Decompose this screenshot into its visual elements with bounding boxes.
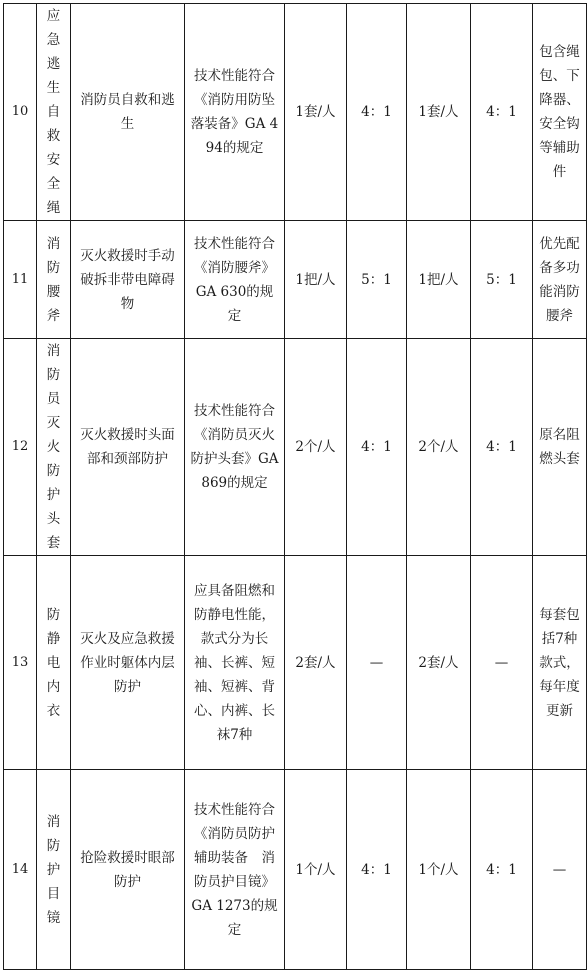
- technical-requirement: 技术性能符合《消防用防坠落装备》GA 494的规定: [185, 4, 285, 221]
- reserve-ratio-primary: 4：1: [347, 4, 407, 221]
- reserve-ratio-secondary: —: [471, 556, 533, 770]
- remark: 优先配备多功能消防腰斧: [533, 221, 587, 339]
- row-number: 13: [4, 556, 37, 770]
- row-number: 14: [4, 770, 37, 970]
- technical-requirement: 技术性能符合《消防员防护辅助装备 消防员护目镜》GA 1273的规定: [185, 770, 285, 970]
- equipment-name: 应急逃生自救安全绳: [37, 4, 71, 221]
- row-number: 11: [4, 221, 37, 339]
- remark: 包含绳包、下降器、安全钩等辅助件: [533, 4, 587, 221]
- equipment-use: 抢险救援时眼部防护: [71, 770, 185, 970]
- equipment-use: 灭火及应急救援作业时躯体内层防护: [71, 556, 185, 770]
- reserve-ratio-secondary: 4：1: [471, 339, 533, 556]
- technical-requirement: 应具备阻燃和防静电性能，款式分为长袖、长裤、短袖、短裤、背心、内裤、长袜7种: [185, 556, 285, 770]
- equipment-name: 防静电内衣: [37, 556, 71, 770]
- quantity-secondary: 1个/人: [407, 770, 471, 970]
- table-row: [4, 221, 587, 339]
- reserve-ratio-secondary: 5：1: [471, 221, 533, 339]
- table-row: [4, 770, 587, 970]
- quantity-primary: 2套/人: [285, 556, 347, 770]
- technical-requirement: 技术性能符合《消防员灭火防护头套》GA 869的规定: [185, 339, 285, 556]
- table-row: [4, 339, 587, 556]
- quantity-secondary: 2个/人: [407, 339, 471, 556]
- remark: 每套包括7种款式，每年度更新: [533, 556, 587, 770]
- equipment-name: 消防护目镜: [37, 770, 71, 970]
- remark: —: [533, 770, 587, 970]
- equipment-name: 消防员灭火防护头套: [37, 339, 71, 556]
- quantity-primary: 1个/人: [285, 770, 347, 970]
- reserve-ratio-primary: —: [347, 556, 407, 770]
- quantity-primary: 2个/人: [285, 339, 347, 556]
- reserve-ratio-primary: 5：1: [347, 221, 407, 339]
- quantity-secondary: 1把/人: [407, 221, 471, 339]
- reserve-ratio-primary: 4：1: [347, 770, 407, 970]
- row-number: 10: [4, 4, 37, 221]
- equipment-name: 消防腰斧: [37, 221, 71, 339]
- reserve-ratio-secondary: 4：1: [471, 4, 533, 221]
- remark: 原名阻燃头套: [533, 339, 587, 556]
- row-number: 12: [4, 339, 37, 556]
- quantity-primary: 1套/人: [285, 4, 347, 221]
- quantity-secondary: 1套/人: [407, 4, 471, 221]
- equipment-use: 灭火救援时头面部和颈部防护: [71, 339, 185, 556]
- quantity-primary: 1把/人: [285, 221, 347, 339]
- table-row: [4, 556, 587, 770]
- equipment-table: [3, 3, 587, 970]
- reserve-ratio-secondary: 4：1: [471, 770, 533, 970]
- technical-requirement: 技术性能符合《消防腰斧》GA 630的规定: [185, 221, 285, 339]
- equipment-use: 消防员自救和逃生: [71, 4, 185, 221]
- reserve-ratio-primary: 4：1: [347, 339, 407, 556]
- table-row: [4, 4, 587, 221]
- equipment-use: 灭火救援时手动破拆非带电障碍物: [71, 221, 185, 339]
- quantity-secondary: 2套/人: [407, 556, 471, 770]
